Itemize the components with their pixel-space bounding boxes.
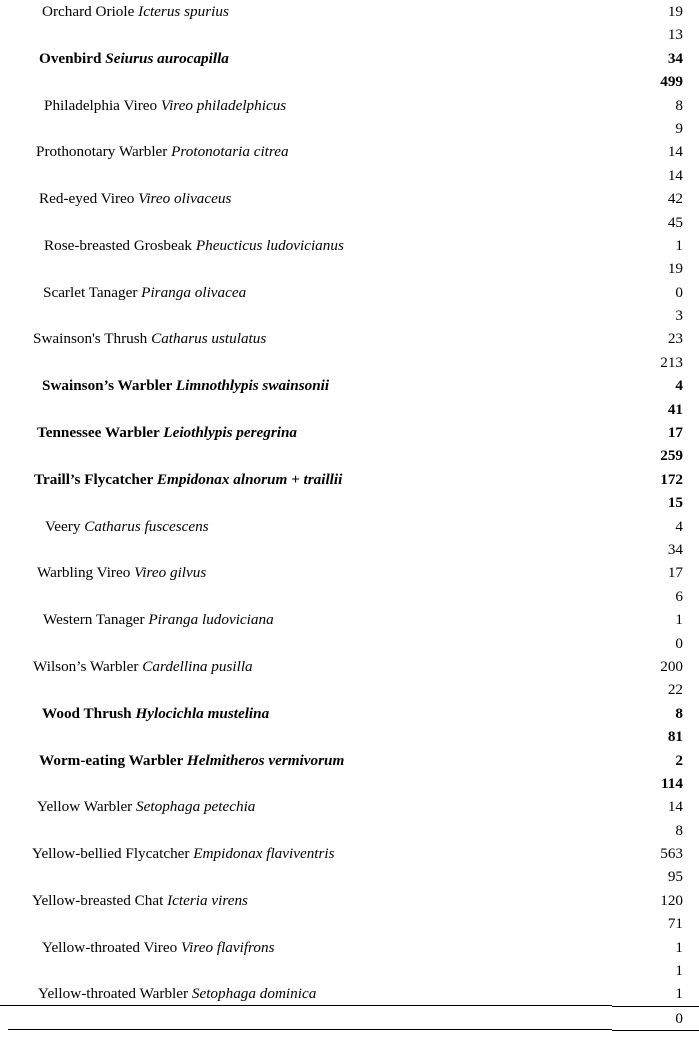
table-row-secondary [0,632,699,655]
scientific-name: Icteria virens [167,891,248,909]
count-value: 95 [667,868,683,886]
common-name: Scarlet Tanager [43,283,138,301]
species-name-cell-empty [0,164,612,187]
count-value: 19 [667,260,683,278]
count-value: 81 [667,728,683,746]
count-cell-secondary [612,538,699,561]
count-value: 45 [667,213,683,231]
species-name-cell-empty [0,772,612,795]
count-value: 14 [667,798,683,816]
table-row [0,187,699,210]
count-cell-secondary [612,585,699,608]
common-name: Philadelphia Vireo [44,96,158,114]
table-row [0,889,699,912]
count-cell-secondary [612,819,699,842]
species-name-cell [0,515,612,538]
species-name-cell-empty [0,725,612,748]
table-row [0,47,699,70]
species-name-cell-empty [0,865,612,888]
scientific-name: Catharus fuscescens [84,517,209,535]
species-name-cell-empty [0,678,612,701]
species-name-cell-empty [0,632,612,655]
common-name: Swainson's Thrush [33,330,148,348]
count-cell-secondary [612,772,699,795]
common-name: Worm-eating Warbler [39,751,184,769]
count-cell-primary [612,749,699,772]
species-name-cell-empty [0,70,612,93]
count-value: 1 [675,962,683,980]
common-name: Traill’s Flycatcher [34,470,154,488]
species-name-cell [0,702,612,725]
species-name-cell [0,982,612,1006]
table-row-secondary [0,351,699,374]
scientific-name: Setophaga petechia [136,798,256,816]
species-name-cell [0,936,612,959]
table-row-secondary [0,959,699,982]
common-name: Orchard Oriole [42,3,135,20]
count-value: 13 [667,26,683,44]
table-row [0,842,699,865]
table-row-secondary [0,772,699,795]
common-name: Warbling Vireo [37,564,131,582]
count-value: 41 [667,400,683,418]
count-value: 200 [660,657,683,675]
count-cell-primary [612,468,699,491]
count-value: 563 [660,845,683,863]
count-value: 9 [675,119,683,137]
species-name-cell [0,468,612,491]
table-row [0,608,699,631]
common-name: Veery [45,517,81,535]
table-row-secondary [0,491,699,514]
count-cell-primary [612,281,699,304]
count-cell-secondary [612,351,699,374]
count-value: 1 [675,611,683,629]
species-name-cell [0,327,612,350]
species-name-cell-empty [0,959,612,982]
count-value: 6 [675,587,683,605]
table-row-secondary [0,164,699,187]
table-row [0,234,699,257]
species-name-cell [0,655,612,678]
count-cell-secondary [612,257,699,280]
species-name-cell [0,608,612,631]
species-name-cell [0,795,612,818]
species-name-cell-empty [0,398,612,421]
species-name-cell [0,234,612,257]
species-name-cell-empty [0,912,612,935]
table-row [0,936,699,959]
count-cell-primary [612,0,699,23]
count-cell-primary [612,187,699,210]
count-value: 71 [667,915,683,933]
common-name: Yellow-breasted Chat [32,891,164,909]
species-name-cell [0,561,612,584]
table-row-secondary [0,1007,699,1031]
count-value: 120 [660,891,683,909]
count-value: 17 [667,564,683,582]
scientific-name: Empidonax alnorum + traillii [156,470,343,488]
common-name: Yellow Warbler [37,798,133,816]
count-value: 34 [667,49,683,67]
scientific-name: Vireo gilvus [134,564,207,582]
count-value: 4 [675,377,683,395]
species-name-cell-empty [0,211,612,234]
count-value: 22 [667,681,683,699]
count-cell-secondary [612,117,699,140]
species-name-cell-empty [0,23,612,46]
species-name-cell [0,94,612,117]
table-row-secondary [0,117,699,140]
count-cell-secondary [612,678,699,701]
count-value: 1 [612,982,699,1006]
count-value: 14 [667,143,683,161]
count-cell-secondary [612,491,699,514]
scientific-name: Catharus ustulatus [151,330,267,348]
common-name: Yellow-throated Vireo [42,938,178,956]
table-row-secondary [0,211,699,234]
count-value: 15 [667,494,683,512]
species-name-cell [0,0,612,23]
count-cell-primary [612,702,699,725]
table-row-secondary [0,678,699,701]
table-row [0,0,699,23]
species-name-cell [0,889,612,912]
count-cell-secondary [612,398,699,421]
common-name: Western Tanager [43,611,145,629]
table-row-secondary [0,912,699,935]
count-value: 8 [675,821,683,839]
count-value: 0 [675,283,683,301]
count-cell-primary [612,94,699,117]
table-row-secondary [0,23,699,46]
count-cell-secondary [612,865,699,888]
common-name: Swainson’s Warbler [42,377,173,395]
scientific-name: Piranga ludoviciana [148,611,274,629]
count-cell-secondary [612,211,699,234]
scientific-name: Limnothlypis swainsonii [175,377,330,395]
table-row [0,421,699,444]
species-name-cell-empty [0,117,612,140]
scientific-name: Setophaga dominica [191,985,317,1003]
count-cell-primary [612,982,699,1006]
count-cell-secondary [612,164,699,187]
count-cell-secondary [612,23,699,46]
species-name-cell-empty [0,1007,612,1031]
table-row [0,561,699,584]
species-name-cell [0,187,612,210]
common-name: Red-eyed Vireo [39,190,135,208]
table-row [0,702,699,725]
common-name: Wood Thrush [42,704,132,722]
scientific-name: Seiurus aurocapilla [105,49,229,67]
species-name-cell [0,374,612,397]
table-row [0,468,699,491]
count-value: 3 [675,307,683,325]
species-name-cell-empty [0,538,612,561]
table-row-secondary [0,304,699,327]
table-row-secondary [0,70,699,93]
common-name: Yellow-bellied Flycatcher [32,845,190,863]
table-row-secondary [0,398,699,421]
scientific-name: Empidonax flaviventris [193,845,335,863]
table-row [0,982,699,1006]
species-name-cell-empty [0,257,612,280]
scientific-name: Vireo philadelphicus [160,96,287,114]
count-cell-secondary [612,304,699,327]
species-name-cell [0,140,612,163]
count-value: 259 [660,447,683,465]
count-cell-primary [612,374,699,397]
count-cell-primary [612,515,699,538]
count-value: 42 [667,190,683,208]
table-row-secondary [0,819,699,842]
scientific-name: Pheucticus ludovicianus [195,236,344,254]
species-name-cell-empty [0,585,612,608]
count-value: 14 [667,166,683,184]
count-value: 1 [675,236,683,254]
count-value: 23 [667,330,683,348]
count-value: 8 [675,96,683,114]
species-name-cell [0,842,612,865]
count-cell-secondary [612,70,699,93]
count-value: 499 [660,73,683,91]
species-name-cell-empty [0,819,612,842]
count-cell-primary [612,234,699,257]
count-cell-primary [612,608,699,631]
count-value: 34 [667,540,683,558]
table-row [0,655,699,678]
table-row [0,281,699,304]
scientific-name: Hylocichla mustelina [135,704,270,722]
count-value: 2 [675,751,683,769]
table-row [0,327,699,350]
common-name: Tennessee Warbler [37,424,160,442]
count-cell-primary [612,47,699,70]
table-row [0,749,699,772]
count-value: 172 [660,470,683,488]
scientific-name: Vireo flavifrons [181,938,275,956]
table-row [0,795,699,818]
scientific-name: Piranga olivacea [141,283,247,301]
common-name: Ovenbird [39,49,102,67]
count-cell-primary [612,140,699,163]
count-cell-primary [612,421,699,444]
count-value: 1 [675,938,683,956]
species-name-cell-empty [0,444,612,467]
scientific-name: Icterus spurius [138,3,229,20]
count-value: 4 [675,517,683,535]
count-value: 0 [612,1007,699,1031]
table-row-secondary [0,538,699,561]
table-row-secondary [0,444,699,467]
table-row-secondary [0,585,699,608]
species-name-cell [0,281,612,304]
common-name: Yellow-throated Warbler [38,985,189,1003]
scientific-name: Leiothlypis peregrina [163,424,298,442]
species-name-cell-empty [0,491,612,514]
count-cell-secondary [612,1007,699,1031]
table-row [0,140,699,163]
species-name-cell [0,749,612,772]
count-value: 8 [675,704,683,722]
count-value: 213 [660,353,683,371]
count-cell-secondary [612,725,699,748]
count-cell-primary [612,561,699,584]
table-row-secondary [0,865,699,888]
species-name-cell-empty [0,304,612,327]
count-cell-primary [612,936,699,959]
common-name: Wilson’s Warbler [33,657,139,675]
table-row-secondary [0,725,699,748]
count-value: 17 [667,424,683,442]
count-cell-primary [612,655,699,678]
table-row [0,94,699,117]
count-cell-secondary [612,959,699,982]
common-name: Rose-breasted Grosbeak [44,236,193,254]
species-name-cell [0,421,612,444]
table-row-secondary [0,257,699,280]
count-cell-secondary [612,444,699,467]
scientific-name: Helmitheros vermivorum [186,751,345,769]
count-cell-primary [612,795,699,818]
scientific-name: Cardellina pusilla [142,657,253,675]
count-value: 0 [675,634,683,652]
count-value: 19 [667,3,683,20]
count-value: 114 [661,774,683,792]
species-name-cell [0,47,612,70]
count-cell-primary [612,889,699,912]
scientific-name: Vireo olivaceus [138,190,232,208]
table-row [0,374,699,397]
table-row [0,515,699,538]
count-cell-secondary [612,632,699,655]
species-name-cell-empty [0,351,612,374]
count-cell-secondary [612,912,699,935]
common-name: Prothonotary Warbler [36,143,168,161]
count-cell-primary [612,327,699,350]
scientific-name: Protonotaria citrea [171,143,289,161]
count-cell-primary [612,842,699,865]
